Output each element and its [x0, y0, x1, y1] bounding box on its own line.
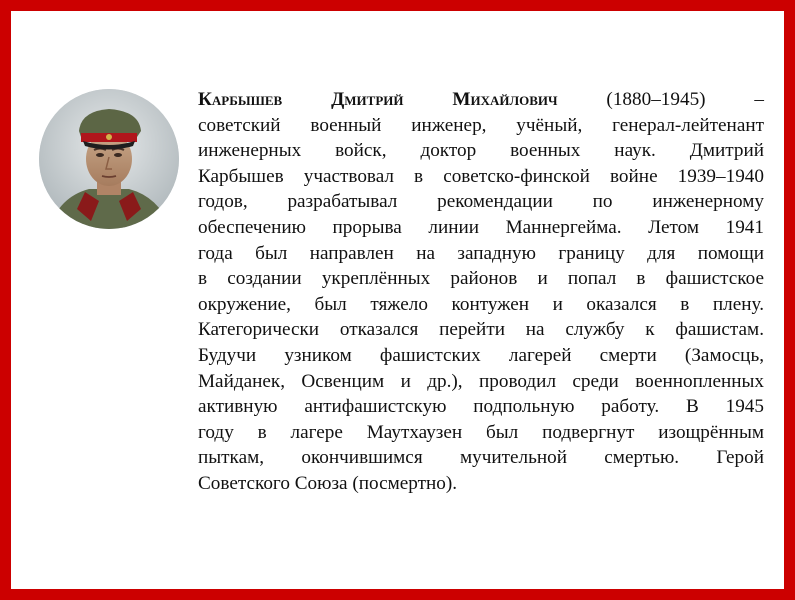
bio-line: пыткам, окончившимся мучительной смертью. Герой: [198, 447, 764, 469]
bio-line: инженерных войск, доктор военных наук. Дмитрий: [198, 140, 764, 162]
bio-line: Советского Союза (посмертно).: [198, 472, 458, 494]
bio-line: Карбышев участвовал в советско-финской войне 1939–1940: [198, 165, 764, 187]
bio-line: году в лагере Маутхаузен был подвергнут изощрённым: [198, 421, 764, 443]
bio-line: года был направлен на западную границу для помощи: [198, 242, 764, 264]
bio-line: Будучи узником фашистских лагерей смерти (Замосць,: [198, 344, 764, 366]
biography-text: [198, 87, 764, 497]
bio-line: обеспечению прорыва линии Маннергейма. Летом 1941: [198, 216, 764, 238]
bio-line: советский военный инженер, учёный, генерал-лейтенант: [198, 114, 764, 136]
bio-line: Категорически отказался перейти на службу к фашистам.: [198, 319, 764, 341]
bio-line: годов, разрабатывал рекомендации по инженерному: [198, 191, 764, 213]
bio-line: окружение, был тяжело контужен и оказался в плену.: [198, 293, 764, 315]
bio-line: Майданек, Освенцим и др.), проводил среди военнопленных: [198, 370, 764, 392]
portrait-drawing: [39, 89, 179, 229]
person-name: Карбышев Дмитрий Михайлович: [198, 89, 558, 110]
bio-line: в создании укреплённых районов и попал в фашистское: [198, 268, 764, 290]
bio-first-line: [198, 87, 764, 113]
portrait-image: [39, 89, 179, 229]
person-years: (1880–1945) –: [557, 89, 764, 110]
bio-line: активную антифашистскую подпольную работу. В 1945: [198, 396, 764, 418]
slide-content: [11, 11, 784, 589]
